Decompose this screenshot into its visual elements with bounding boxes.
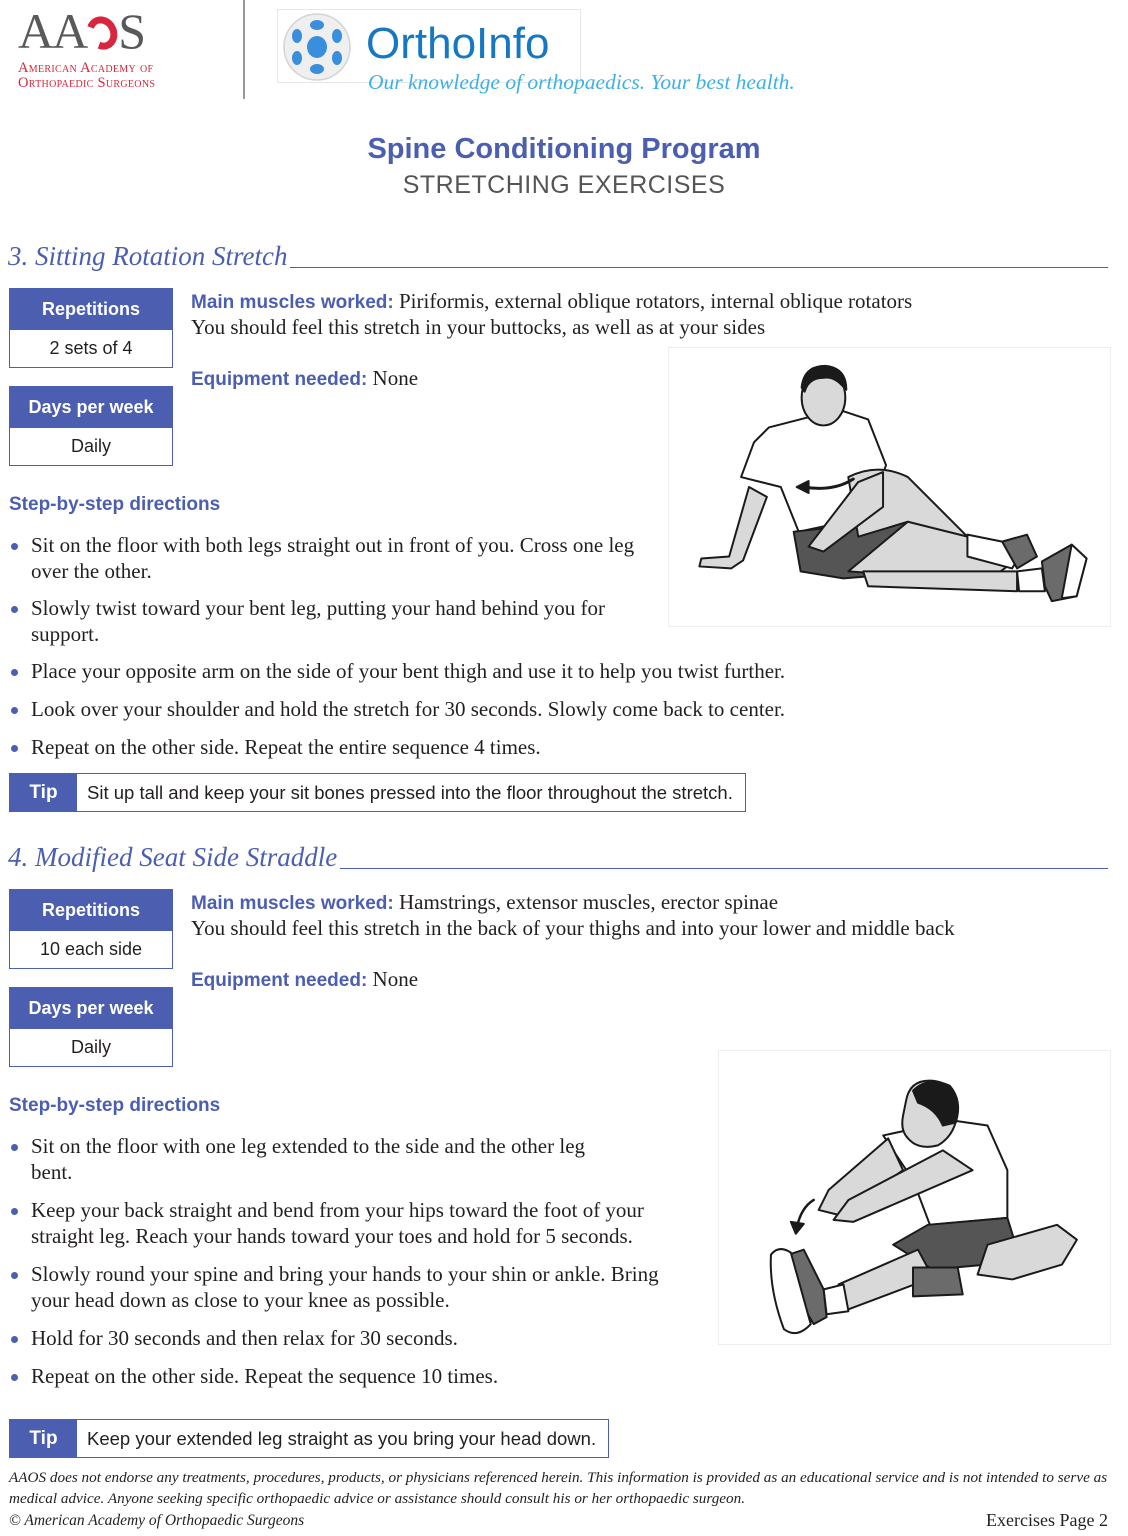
- direction-step: Repeat on the other side. Repeat the sequence 10 times.: [9, 1363, 689, 1389]
- orthoinfo-ball-icon: [281, 11, 353, 83]
- equipment-value: None: [367, 967, 419, 991]
- equipment-label: Equipment needed:: [191, 970, 368, 991]
- page-number: Exercises Page 2: [986, 1510, 1108, 1530]
- direction-step: Look over your shoulder and hold the stretch for 30 seconds. Slowly come back to center.: [9, 696, 1009, 722]
- aaos-logo: [18, 3, 218, 96]
- copyright-text: © American Academy of Orthopaedic Surgeons: [9, 1512, 305, 1529]
- direction-step: Sit on the floor with one leg extended to the side and the other leg bent.: [9, 1133, 629, 1185]
- tip-label: Tip: [10, 774, 77, 811]
- repetitions-box: [9, 889, 173, 969]
- orthoinfo-name: OrthoInfo: [366, 19, 550, 68]
- aaos-o-ring-icon: [81, 11, 123, 54]
- modified-seat-side-straddle-illustration: [718, 1050, 1111, 1345]
- muscles-value: Hamstrings, extensor muscles, erector spinae: [393, 890, 779, 914]
- equipment-value: None: [367, 366, 419, 390]
- repetitions-value: 10 each side: [10, 931, 172, 968]
- aaos-name-line1: American Academy of: [18, 60, 154, 76]
- header-divider: [243, 0, 245, 99]
- disclaimer-text: AAOS does not endorse any treatments, procedures, products, or physicians referenced herein. This information is provided as an educational service and is not intended to serve as medical advice. Anyone seeking specific orthopaedic advice or assistance should consult his or her orthopaedic surgeon.: [9, 1469, 1108, 1507]
- exercise-heading: [8, 237, 1108, 271]
- repetitions-value: 2 sets of 4: [10, 330, 172, 367]
- direction-step: Slowly round your spine and bring your hands to your shin or ankle. Bring your head down as close to your knee as possible.: [9, 1261, 689, 1313]
- sitting-rotation-stretch-illustration: [668, 347, 1111, 627]
- directions-list: [9, 532, 649, 647]
- tip-text: Keep your extended leg straight as you bring your head down.: [87, 1427, 597, 1449]
- directions-list: [9, 1133, 689, 1389]
- days-label: Days per week: [10, 988, 172, 1029]
- stretch-feel-text: You should feel this stretch in the back of your thighs and into your lower and middle back: [191, 916, 955, 940]
- orthoinfo-tagline: Our knowledge of orthopaedics. Your best health.: [368, 70, 795, 94]
- equipment-needed: [191, 966, 418, 994]
- muscles-label: Main muscles worked:: [191, 893, 394, 914]
- aaos-mark: AA S: [18, 3, 145, 59]
- heading-rule: [290, 267, 1108, 268]
- repetitions-box: [9, 288, 173, 368]
- direction-step: Hold for 30 seconds and then relax for 30 seconds.: [9, 1325, 689, 1351]
- direction-step: Keep your back straight and bend from your hips toward the foot of your straight leg. Reach your hands toward your toes and hold for 5 seconds.: [9, 1197, 689, 1249]
- tip-box: [9, 1419, 609, 1458]
- direction-step: Sit on the floor with both legs straight out in front of you. Cross one leg over the other.: [9, 532, 649, 584]
- days-per-week-box: [9, 386, 173, 466]
- repetitions-label: Repetitions: [10, 289, 172, 330]
- equipment-needed: [191, 365, 418, 393]
- days-value: Daily: [10, 428, 172, 465]
- days-label: Days per week: [10, 387, 172, 428]
- muscles-value: Piriformis, external oblique rotators, internal oblique rotators: [393, 289, 913, 313]
- heading-rule: [340, 868, 1108, 869]
- days-value: Daily: [10, 1029, 172, 1066]
- days-per-week-box: [9, 987, 173, 1067]
- muscles-label: Main muscles worked:: [191, 292, 394, 313]
- direction-step: Place your opposite arm on the side of your bent thigh and use it to help you twist further.: [9, 658, 1009, 684]
- exercise-heading: [8, 838, 1108, 872]
- stretch-feel-text: You should feel this stretch in your buttocks, as well as at your sides: [191, 315, 766, 339]
- tip-text: Sit up tall and keep your sit bones pressed into the floor throughout the stretch.: [87, 781, 733, 803]
- repetitions-label: Repetitions: [10, 890, 172, 931]
- direction-step: Slowly twist toward your bent leg, putting your hand behind you for support.: [9, 595, 649, 647]
- directions-heading: Step-by-step directions: [9, 1095, 221, 1116]
- muscles-worked: [191, 889, 778, 917]
- tip-box: [9, 773, 746, 812]
- exercise-title: 4. Modified Seat Side Straddle: [8, 842, 338, 872]
- page-subtitle: STRETCHING EXERCISES: [402, 171, 726, 199]
- tip-label: Tip: [10, 1420, 77, 1457]
- direction-step: Repeat on the other side. Repeat the entire sequence 4 times.: [9, 734, 1009, 760]
- equipment-label: Equipment needed:: [191, 369, 368, 390]
- page-title: Spine Conditioning Program: [367, 133, 761, 165]
- muscles-worked: [191, 288, 912, 316]
- exercise-title: 3. Sitting Rotation Stretch: [8, 241, 288, 271]
- aaos-name-line2: Orthopaedic Surgeons: [18, 75, 156, 91]
- directions-list-cont: [9, 658, 1009, 760]
- directions-heading: Step-by-step directions: [9, 494, 221, 515]
